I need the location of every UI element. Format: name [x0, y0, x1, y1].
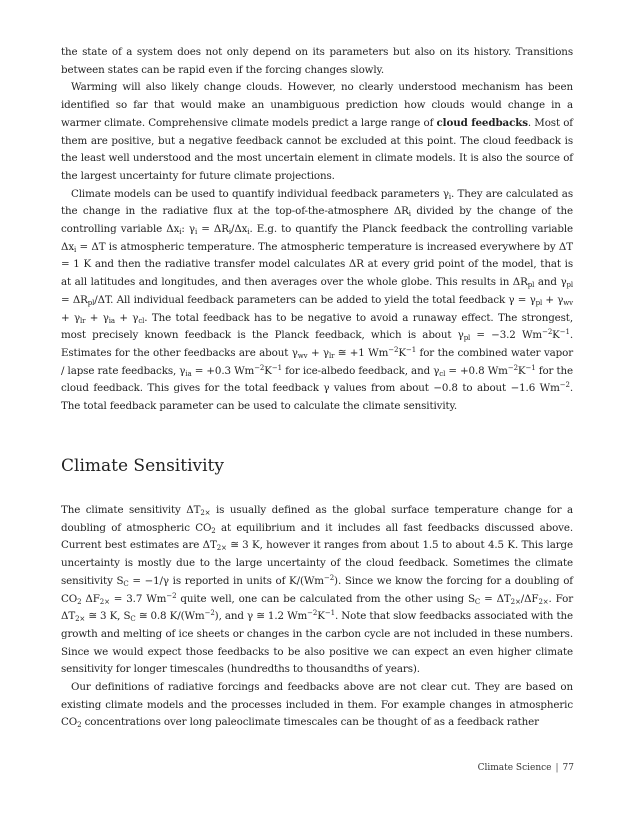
paragraph-3: Climate models can be used to quantify individual feedback parameters $\gamma_i$. They are calculated as the change in the radiative flux at the top-of-the-atmosphere $\Delta R_i$ divided by the change of the controlling variable $\Delta x_i$: $\gamma_i = \Delta R_i/\Delta x_i$. E.g. to quantify the Planck feedback the controlling variable $\Delta x_i = \Delta T$ is atmospheric temperature. The atmospheric temperature is increased everywhere by ΔT = 1 K and then the radiative transfer model calculates ΔR at every grid point of the model, that is at all latitudes and longitudes, and then averages over the whole globe. This results in $\Delta R_{pl}$ and $\gamma_{pl} = \Delta R_{pl}/\Delta T$. All individual feedback parameters can be added to yield the total feedback $\gamma = \gamma_{pl} + \gamma_{wv} + \gamma_{lr} + \gamma_{ia} + \gamma_{cl}$. The total feedback has to be negative to avoid a runaway effect. The strongest, most precisely known feedback is the Planck feedback, which is about $\gamma_{pl} = -3.2$ $Wm^{-2}K^{-1}$. Estimates for the other feedbacks are about $\gamma_{wv} + \gamma_{lr}$ ≅ +1 $Wm^{-2}K^{-1}$ for the combined water vapor / lapse rate feedbacks, $\gamma_{ia} = +0.3$ $Wm^{-2}K^{-1}$ for ice-albedo feedback, and $\gamma_{cl} = +0.8$ $Wm^{-2}K^{-1}$ for the cloud feedback. This gives for the total feedback γ values from about −0.8 to about −1.6 $Wm^{-2}$. The total feedback parameter can be used to calculate the climate sensitivity. — [61, 187, 574, 413]
paragraph-2: Warming will also likely change clouds. However, no clearly understood mechanism has been identified so far that would make an unambiguous prediction how clouds would change in a warmer climate. Comprehensive climate models predict a large range of cloud feedbacks. Most of them are positive, but a negative feedback cannot be excluded at this point. The cloud feedback is the least well understood and the most uncertain element in climate models. It is also the source of the largest uncertainty for future climate projections. — [61, 81, 573, 182]
paragraph-5: Our definitions of radiative forcings and feedbacks above are not clear cut. They are based on existing climate models and the processes included in them. For example changes in atmospheric $CO_2$ concentrations over long paleoclimate timescales can be thought of as a feedback rather — [61, 681, 573, 730]
cloud-feedbacks-term: cloud feedbacks — [436, 116, 528, 129]
section-heading: Climate Sensitivity — [61, 456, 224, 476]
paragraph-4: The climate sensitivity $\Delta T_{2\times}$ is usually defined as the global surface temperature change for a doubling of atmospheric $CO_2$ at equilibrium and it includes all fast feedbacks discussed above. Current best estimates are $\Delta T_{2\times}$ ≅ 3 K, however it ranges from about 1.5 to about 4.5 K. This large uncertainty is mostly due to the large uncertainty of the cloud feedback. Sometimes the climate sensitivity $S_C = -1/\gamma$ is reported in units of $K/(Wm^{-2})$. Since we know the forcing for a doubling of $CO_2$ $\Delta F_{2\times} = 3.7$ $Wm^{-2}$ quite well, one can be calculated from the other using $S_C = \Delta T_{2\times}/\Delta F_{2\times}$. For $\Delta T_{2\times}$ ≅ 3 K, $S_C$ ≅ 0.8 $K/(Wm^{-2})$, and γ ≅ 1.2 $Wm^{-2}K^{-1}$. Note that slow feedbacks associated with the growth and melting of ice sheets or changes in the carbon cycle are not included in these numbers. Since we would expect those feedbacks to be also positive we can expect an even higher climate sensitivity for longer timescales (hundredths to thousandths of years). — [61, 504, 574, 676]
body-text-top — [61, 44, 573, 416]
book-title: Climate Science — [477, 763, 552, 773]
paragraph-1: the state of a system does not only depend on its parameters but also on its history. Transitions between states can be rapid even if the forcing changes slowly. — [61, 46, 573, 76]
page-footer — [478, 763, 574, 773]
page-number: 77 — [562, 763, 574, 773]
footer-separator: | — [555, 763, 559, 773]
body-text-bottom — [61, 502, 573, 732]
